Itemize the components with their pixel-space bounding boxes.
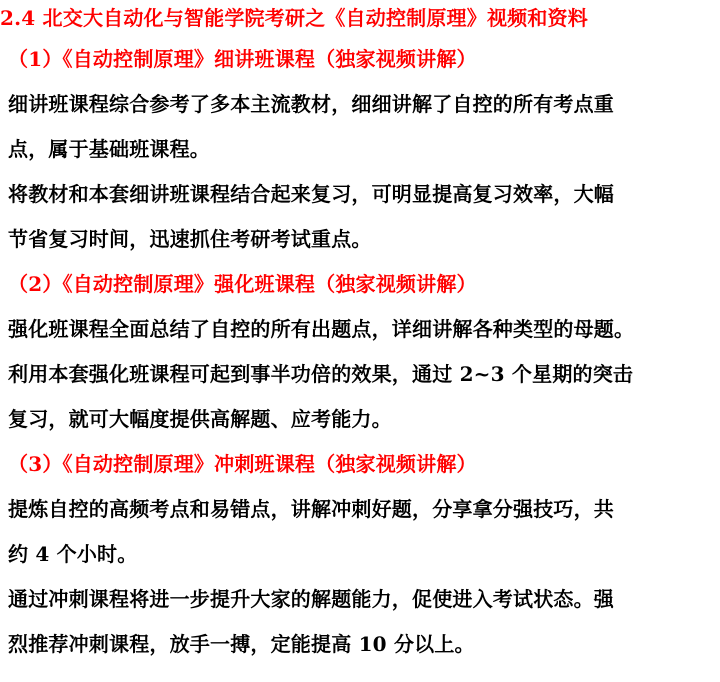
paragraph-1-line-1: 细讲班课程综合参考了多本主流教材，细细讲解了自控的所有考点重	[8, 92, 614, 116]
paragraph-6-line-2: 烈推荐冲刺课程，放手一搏，定能提高 10 分以上。	[8, 632, 475, 656]
paragraph-4-line-1: 利用本套强化班课程可起到事半功倍的效果，通过 2~3 个星期的突击	[8, 362, 634, 386]
subsection-title-1: （1）《自动控制原理》细讲班课程（独家视频讲解）	[8, 47, 477, 71]
paragraph-5-line-1: 提炼自控的高频考点和易错点，讲解冲刺好题，分享拿分强技巧，共	[8, 497, 614, 521]
paragraph-2-line-2: 节省复习时间，迅速抓住考研考试重点。	[8, 227, 372, 251]
subsection-title-3: （3）《自动控制原理》冲刺班课程（独家视频讲解）	[8, 452, 477, 476]
paragraph-2-line-1: 将教材和本套细讲班课程结合起来复习，可明显提高复习效率，大幅	[8, 182, 614, 206]
paragraph-3-line-1: 强化班课程全面总结了自控的所有出题点，详细讲解各种类型的母题。	[8, 317, 635, 341]
subsection-title-2: （2）《自动控制原理》强化班课程（独家视频讲解）	[8, 272, 477, 296]
section-heading: 2.4 北交大自动化与智能学院考研之《自动控制原理》视频和资料	[0, 6, 588, 30]
paragraph-4-line-2: 复习，就可大幅度提供高解题、应考能力。	[8, 407, 392, 431]
paragraph-1-line-2: 点，属于基础班课程。	[8, 137, 210, 161]
paragraph-6-line-1: 通过冲刺课程将进一步提升大家的解题能力，促使进入考试状态。强	[8, 587, 614, 611]
paragraph-5-line-2: 约 4 个小时。	[8, 542, 138, 566]
